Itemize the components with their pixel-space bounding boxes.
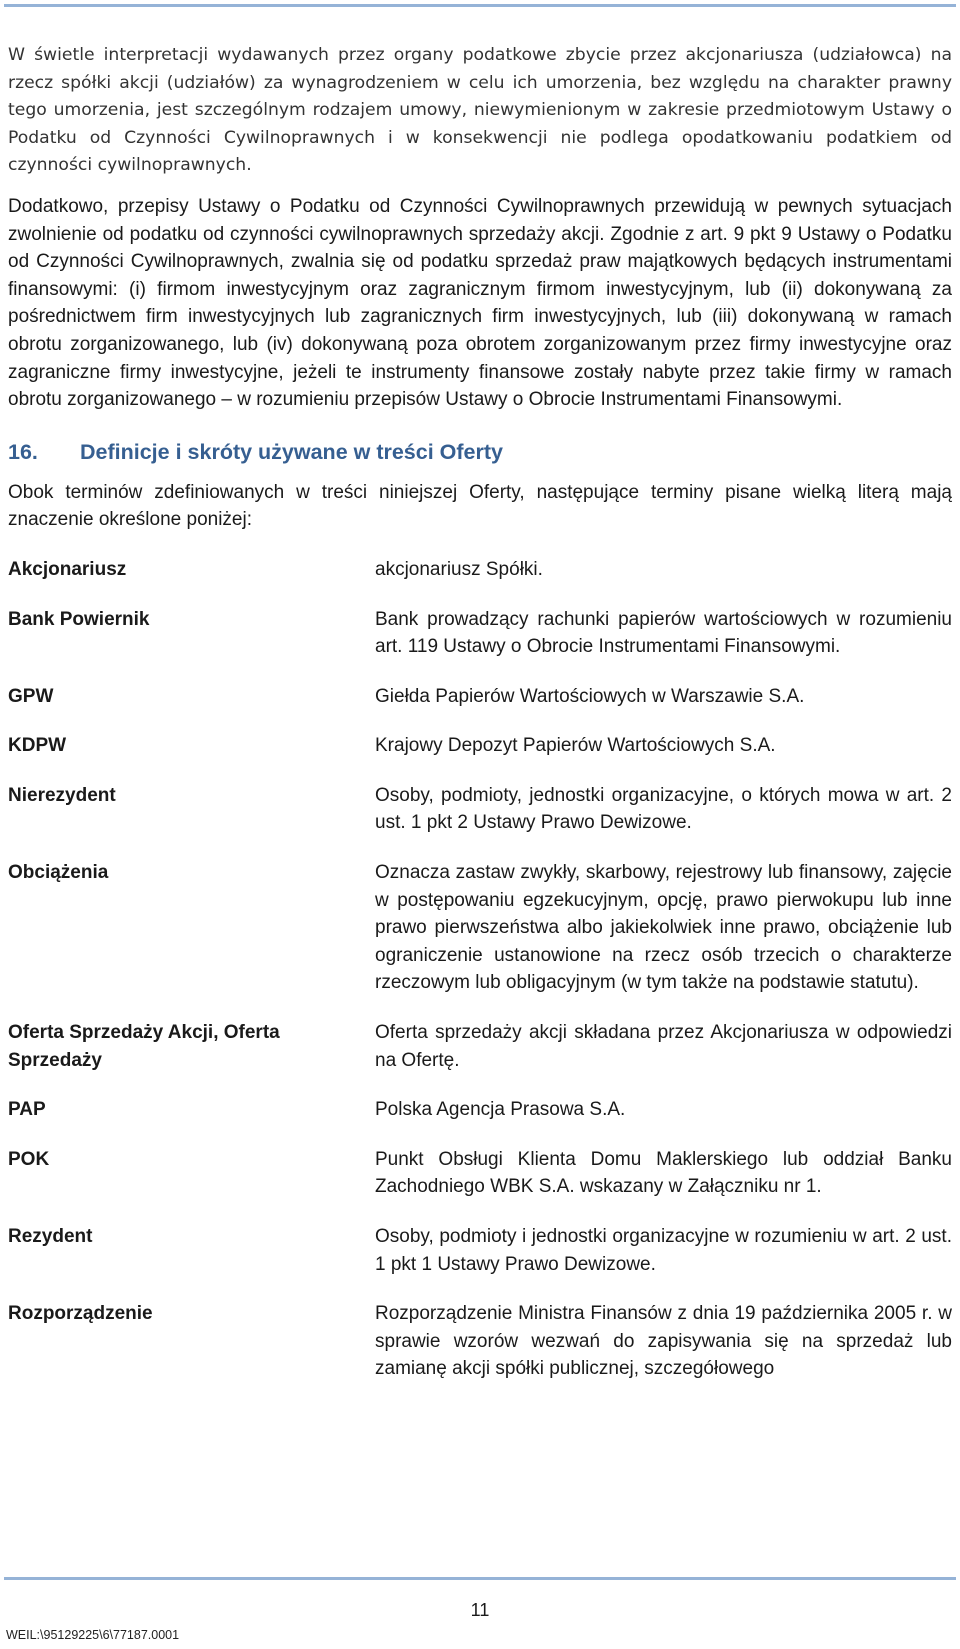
definition-row	[8, 1019, 952, 1074]
header-rule	[4, 4, 956, 7]
section-number: 16.	[8, 439, 38, 464]
definition-term: Obciążenia	[8, 862, 109, 884]
definition-row	[8, 732, 952, 760]
definition-description: Krajowy Depozyt Papierów Wartościowych S.A.	[375, 735, 776, 757]
definition-row	[8, 782, 952, 837]
definition-description: akcjonariusz Spółki.	[375, 558, 543, 580]
definition-row	[8, 859, 952, 997]
definition-term: Rozporządzenie	[8, 1303, 153, 1325]
section-heading	[8, 437, 952, 467]
definition-term: PAP	[8, 1099, 46, 1121]
footer-rule	[4, 1577, 956, 1580]
definition-term: Nierezydent	[8, 784, 116, 806]
definition-term: GPW	[8, 685, 54, 707]
definition-row	[8, 1300, 952, 1383]
page-content	[8, 42, 952, 1405]
page-number: 11	[470, 1600, 490, 1620]
definition-row	[8, 683, 952, 711]
definition-row	[8, 1146, 952, 1201]
definition-description: Punkt Obsługi Klienta Domu Maklerskiego lub oddział Banku Zachodniego WBK S.A. wskazany w Załączniku nr 1.	[375, 1148, 952, 1198]
definition-row	[8, 606, 952, 661]
definitions-list	[8, 556, 952, 1383]
paragraph-tax-exemption: Dodatkowo, przepisy Ustawy o Podatku od Czynności Cywilnoprawnych przewidują w pewnych sytuacjach zwolnienie od podatku od czynności cywilnoprawnych sprzedaży akcji. Zgodnie z art. 9 pkt 9 Ustawy o Podatku od Czynności Cywilnoprawnych, zwalnia się od podatku sprzedaż praw majątkowych będących instrumentami finansowymi: (i) firmom inwestycyjnym oraz zagranicznym firmom inwestycyjnym, lub (ii) dokonywaną za pośrednictwem firm inwestycyjnych lub zagranicznych firm inwestycyjnych, lub (iii) dokonywaną w ramach obrotu zorganizowanego, lub (iv) dokonywaną poza obrotem zorganizowanym przez firmy inwestycyjne oraz zagraniczne firmy inwestycyjne, jeżeli te instrumenty finansowe zostały nabyte przez takie firmy w ramach obrotu zorganizowanego – w rozumieniu przepisów Ustawy o Obrocie Instrumentami Finansowymi.	[8, 195, 952, 411]
definition-description: Giełda Papierów Wartościowych w Warszawie S.A.	[375, 685, 805, 707]
definition-description: Oznacza zastaw zwykły, skarbowy, rejestrowy lub finansowy, zajęcie w postępowaniu egzekucyjnym, opcję, prawo pierwokupu lub inne prawo pierwszeństwa albo jakiekolwiek inne prawo, obciążenie lub ograniczenie ustanowione na rzecz osób trzecich o charakterze rzeczowym lub obligacyjnym (w tym także na podstawie statutu).	[375, 862, 952, 994]
definition-row	[8, 1096, 952, 1124]
definition-description: Polska Agencja Prasowa S.A.	[375, 1099, 626, 1121]
definition-term: Oferta Sprzedaży Akcji, Oferta Sprzedaży	[8, 1022, 280, 1071]
definition-term: Akcjonariusz	[8, 558, 127, 580]
definition-term: POK	[8, 1148, 50, 1170]
definition-description: Osoby, podmioty, jednostki organizacyjne, o których mowa w art. 2 ust. 1 pkt 2 Ustawy Prawo Dewizowe.	[375, 784, 952, 834]
definition-description: Rozporządzenie Ministra Finansów z dnia 19 października 2005 r. w sprawie wzorów wezwań do zapisywania się na sprzedaż lub zamianę akcji spółki publicznej, szczegółowego	[375, 1303, 952, 1380]
definition-description: Bank prowadzący rachunki papierów wartościowych w rozumieniu art. 119 Ustawy o Obrocie Instrumentami Finansowymi.	[375, 608, 952, 658]
definition-description: Oferta sprzedaży akcji składana przez Akcjonariusza w odpowiedzi na Ofertę.	[375, 1022, 952, 1071]
definition-row	[8, 1223, 952, 1278]
definition-description: Osoby, podmioty i jednostki organizacyjne w rozumieniu w art. 2 ust. 1 pkt 1 Ustawy Prawo Dewizowe.	[375, 1226, 952, 1275]
definition-row	[8, 556, 952, 584]
section-title: Definicje i skróty używane w treści Oferty	[80, 439, 503, 464]
section-intro: Obok terminów zdefiniowanych w treści niniejszej Oferty, następujące terminy pisane wielką literą mają znaczenie określone poniżej:	[8, 481, 952, 531]
definition-term: KDPW	[8, 735, 67, 757]
paragraph-tax-interpretation: W świetle interpretacji wydawanych przez organy podatkowe zbycie przez akcjonariusza (udziałowca) na rzecz spółki akcji (udziałów) za wynagrodzeniem w celu ich umorzenia, bez względu na charakter prawny tego umorzenia, jest szczególnym rodzajem umowy, niewymienionym w zakresie przedmiotowym Ustawy o Podatku od Czynności Cywilnoprawnych i w konsekwencji nie podlega opodatkowaniu podatkiem od czynności cywilnoprawnych.	[8, 45, 952, 176]
definition-term: Bank Powiernik	[8, 608, 150, 630]
document-reference: WEIL:\95129225\6\77187.0001	[6, 1628, 180, 1642]
definition-term: Rezydent	[8, 1226, 93, 1247]
